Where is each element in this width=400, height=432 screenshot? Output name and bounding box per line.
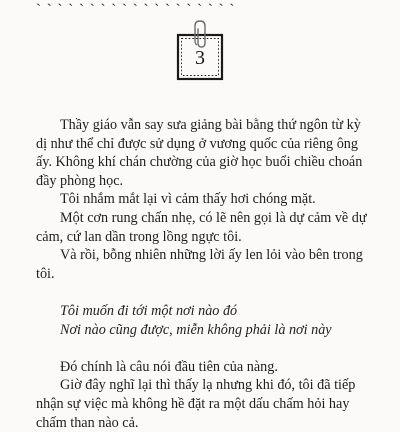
- poem-line: Nơi nào cũng được, miễn không phải là nơi này: [60, 321, 332, 338]
- chapter-number: 3: [195, 47, 205, 69]
- paragraph: Và rồi, bỗng nhiên những lời ấy len lỏi vào bên trong tôi.: [36, 247, 363, 282]
- spacer: [36, 283, 374, 302]
- paragraph: Một cơn rung chấn nhẹ, có lẽ nên gọi là dự cảm về dự cảm, cứ lan dần trong lồng ngực tôi.: [36, 209, 367, 245]
- previous-page-text-edge: [36, 0, 366, 6]
- paragraph: Tôi nhắm mắt lại vì cảm thấy hơi chóng mặt.: [60, 191, 316, 208]
- poem-line: Tôi muốn đi tới một nơi nào đó: [60, 302, 238, 319]
- paragraph: Giờ đây nghĩ lại thì thấy lạ nhưng khi đó, tôi đã tiếp nhận sự việc mà không hề đặt ra một dấu chấm hỏi hay chấm than nào cả.: [36, 377, 356, 431]
- spacer: [36, 339, 374, 358]
- paragraph: Đó chính là câu nói đầu tiên của nàng.: [60, 358, 278, 375]
- paragraph: Thầy giáo vẫn say sưa giảng bài bằng thứ ngôn từ kỳ dị như thể chỉ được sử dụng ở vương quốc của riêng ông ấy. Không khí chán chường của giờ học buổi chiều choán đầy phòng học.: [36, 117, 363, 189]
- body-text: [36, 116, 374, 432]
- chapter-badge: [171, 19, 229, 83]
